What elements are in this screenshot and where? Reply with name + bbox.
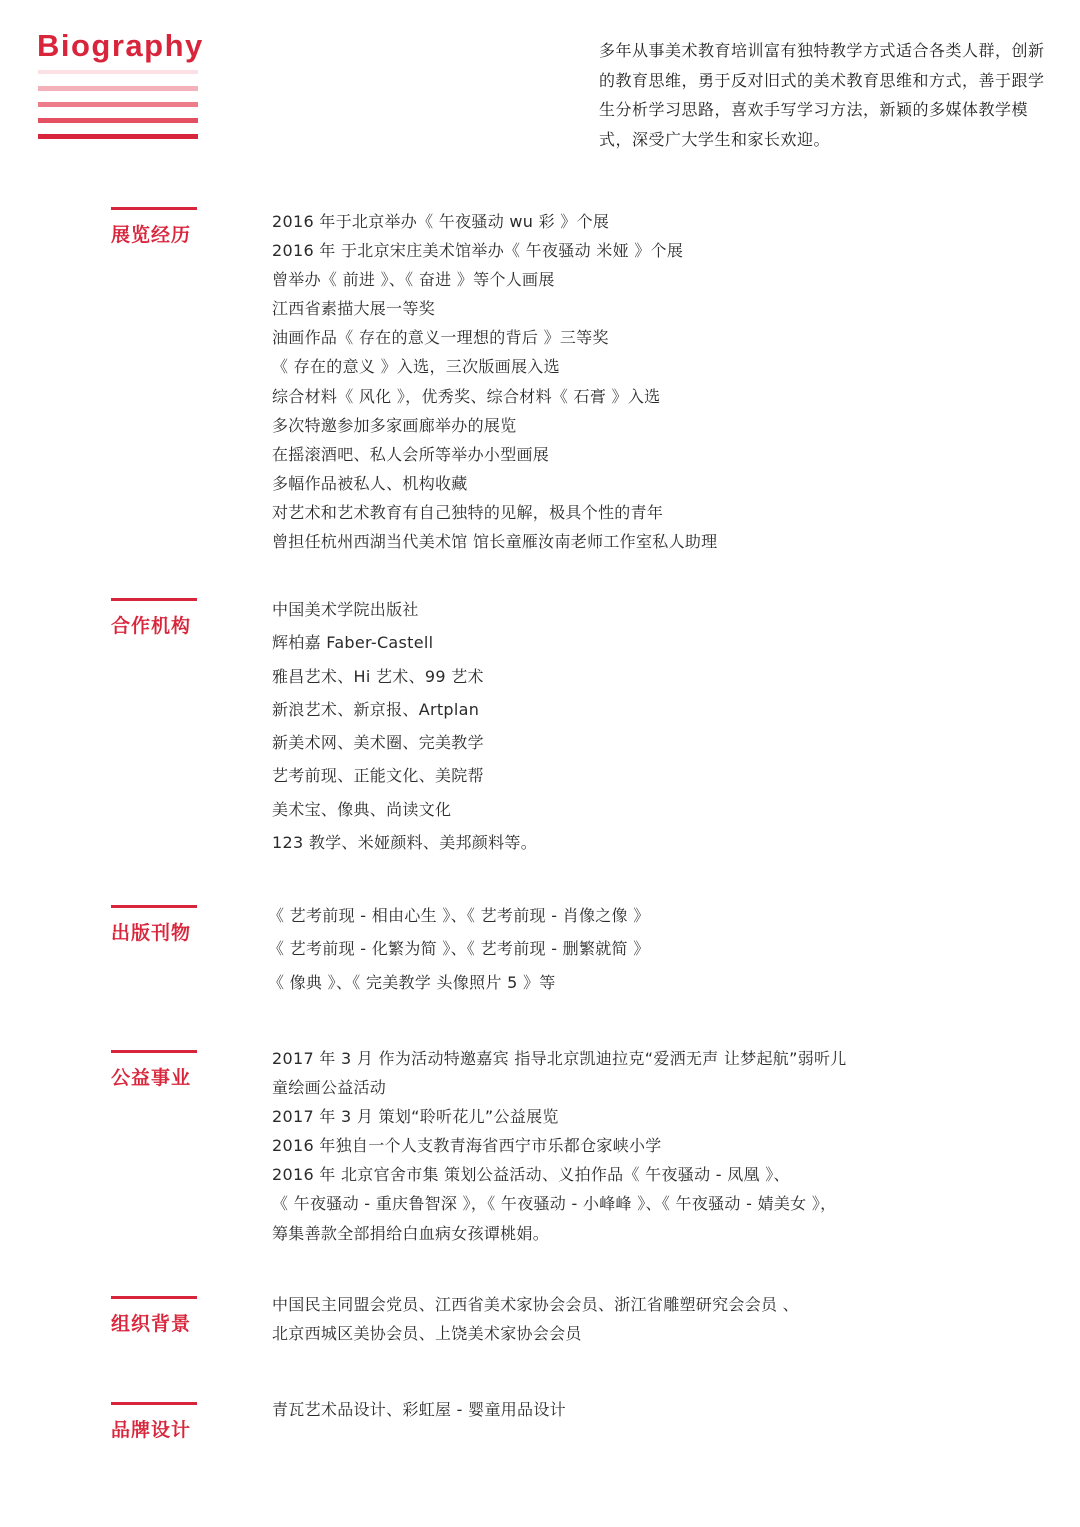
list-item: 《 存在的意义 》入选，三次版画展入选 xyxy=(272,357,560,377)
section-heading xyxy=(111,1050,197,1090)
section-heading xyxy=(111,905,197,945)
exhibition-list xyxy=(272,207,1032,556)
list-item: 在摇滚酒吧、私人会所等举办小型画展 xyxy=(272,444,550,464)
brand-design-list xyxy=(272,1396,1032,1425)
list-item: 《 艺考前现 - 相由心生 》、《 艺考前现 - 肖像之像 》 xyxy=(268,906,650,925)
list-item: 辉柏嘉 Faber-Castell xyxy=(272,633,434,653)
list-item: 北京西城区美协会员、上饶美术家协会会员 xyxy=(272,1323,582,1343)
list-item: 青瓦艺术品设计、彩虹屋 - 婴童用品设计 xyxy=(272,1400,566,1419)
list-item: 美术宝、像典、尚读文化 xyxy=(272,799,452,819)
list-item: 新美术网、美术圈、完美教学 xyxy=(272,733,484,753)
biography-title: Biography xyxy=(37,28,204,63)
list-item: 雅昌艺术、Hi 艺术、99 艺术 xyxy=(272,666,484,686)
list-item: 2016 年 北京官舍市集 策划公益活动、义拍作品《 午夜骚动 - 凤凰 》、 xyxy=(272,1165,790,1185)
section-heading-text: 展览经历 xyxy=(111,224,192,246)
section-heading-text: 出版刊物 xyxy=(111,922,192,944)
list-item: 《 像典 》、《 完美教学 头像照片 5 》等 xyxy=(268,972,556,992)
intro-paragraph: 多年从事美术教育培训富有独特教学方式适合各类人群，创新的教育思维，勇于反对旧式的美术教育思维和方式，善于跟学生分析学习思路，喜欢手写学习方法，新颖的多媒体教学模式，深受广大学生和家长欢迎。 xyxy=(599,41,1045,149)
charity-list xyxy=(272,1044,1032,1248)
section-heading-text: 品牌设计 xyxy=(111,1419,192,1441)
heading-bar xyxy=(111,905,197,908)
stripe-line xyxy=(38,102,198,107)
list-item: 曾担任杭州西湖当代美术馆 馆长童雁汝南老师工作室私人助理 xyxy=(272,532,718,552)
list-item: 艺考前现、正能文化、美院帮 xyxy=(272,766,484,786)
list-item: 2016 年独自一个人支教青海省西宁市乐都仓家峡小学 xyxy=(272,1136,662,1156)
list-item: 油画作品《 存在的意义一理想的背后 》三等奖 xyxy=(272,328,609,348)
section-heading-text: 组织背景 xyxy=(111,1313,192,1335)
heading-bar xyxy=(111,1050,197,1053)
list-item: 多幅作品被私人、机构收藏 xyxy=(272,473,468,493)
section-heading xyxy=(111,1296,197,1336)
list-item: 新浪艺术、新京报、Artplan xyxy=(272,699,480,719)
list-item: 中国美术学院出版社 xyxy=(272,600,419,619)
stripe-line xyxy=(38,134,198,139)
list-item: 多次特邀参加多家画廊举办的展览 xyxy=(272,415,517,435)
section-heading xyxy=(111,207,197,247)
partner-list xyxy=(272,593,1032,859)
list-item: 《 艺考前现 - 化繁为简 》、《 艺考前现 - 删繁就简 》 xyxy=(268,939,650,959)
organization-list xyxy=(272,1291,1032,1348)
decorative-stripes xyxy=(38,70,198,139)
list-item: 123 教学、米娅颜料、美邦颜料等。 xyxy=(272,833,538,853)
stripe-line xyxy=(38,118,198,123)
section-heading-text: 合作机构 xyxy=(111,615,192,637)
list-item: 江西省素描大展一等奖 xyxy=(272,299,436,319)
section-heading-text: 公益事业 xyxy=(111,1067,192,1089)
list-item: 曾举办《 前进 》、《 奋进 》等个人画展 xyxy=(272,270,555,290)
heading-bar xyxy=(111,1296,197,1299)
list-item: 童绘画公益活动 xyxy=(272,1078,387,1098)
list-item: 筹集善款全部捐给白血病女孩谭桃娟。 xyxy=(272,1223,550,1243)
publication-list xyxy=(268,899,1028,999)
list-item: 中国民主同盟会党员、江西省美术家协会会员、浙江省雕塑研究会会员 、 xyxy=(272,1295,799,1314)
list-item: 2016 年于北京举办《 午夜骚动 wu 彩 》个展 xyxy=(272,212,610,231)
stripe-line xyxy=(38,70,198,74)
heading-bar xyxy=(111,598,197,601)
section-heading xyxy=(111,598,197,638)
list-item: 《 午夜骚动 - 重庆鲁智深 》，《 午夜骚动 - 小峰峰 》、《 午夜骚动 - 婧美女 》， xyxy=(272,1194,837,1214)
heading-bar xyxy=(111,207,197,210)
heading-bar xyxy=(111,1402,197,1405)
list-item: 2017 年 3 月 策划“聆听花儿”公益展览 xyxy=(272,1107,559,1127)
section-heading xyxy=(111,1402,197,1442)
list-item: 2017 年 3 月 作为活动特邀嘉宾 指导北京凯迪拉克“爱洒无声 让梦起航”弱听儿 xyxy=(272,1049,847,1068)
list-item: 对艺术和艺术教育有自己独特的见解，极具个性的青年 xyxy=(272,502,664,522)
list-item: 2016 年 于北京宋庄美术馆举办《 午夜骚动 米娅 》个展 xyxy=(272,241,684,261)
list-item: 综合材料《 风化 》，优秀奖、综合材料《 石膏 》入选 xyxy=(272,386,661,406)
stripe-line xyxy=(38,86,198,91)
